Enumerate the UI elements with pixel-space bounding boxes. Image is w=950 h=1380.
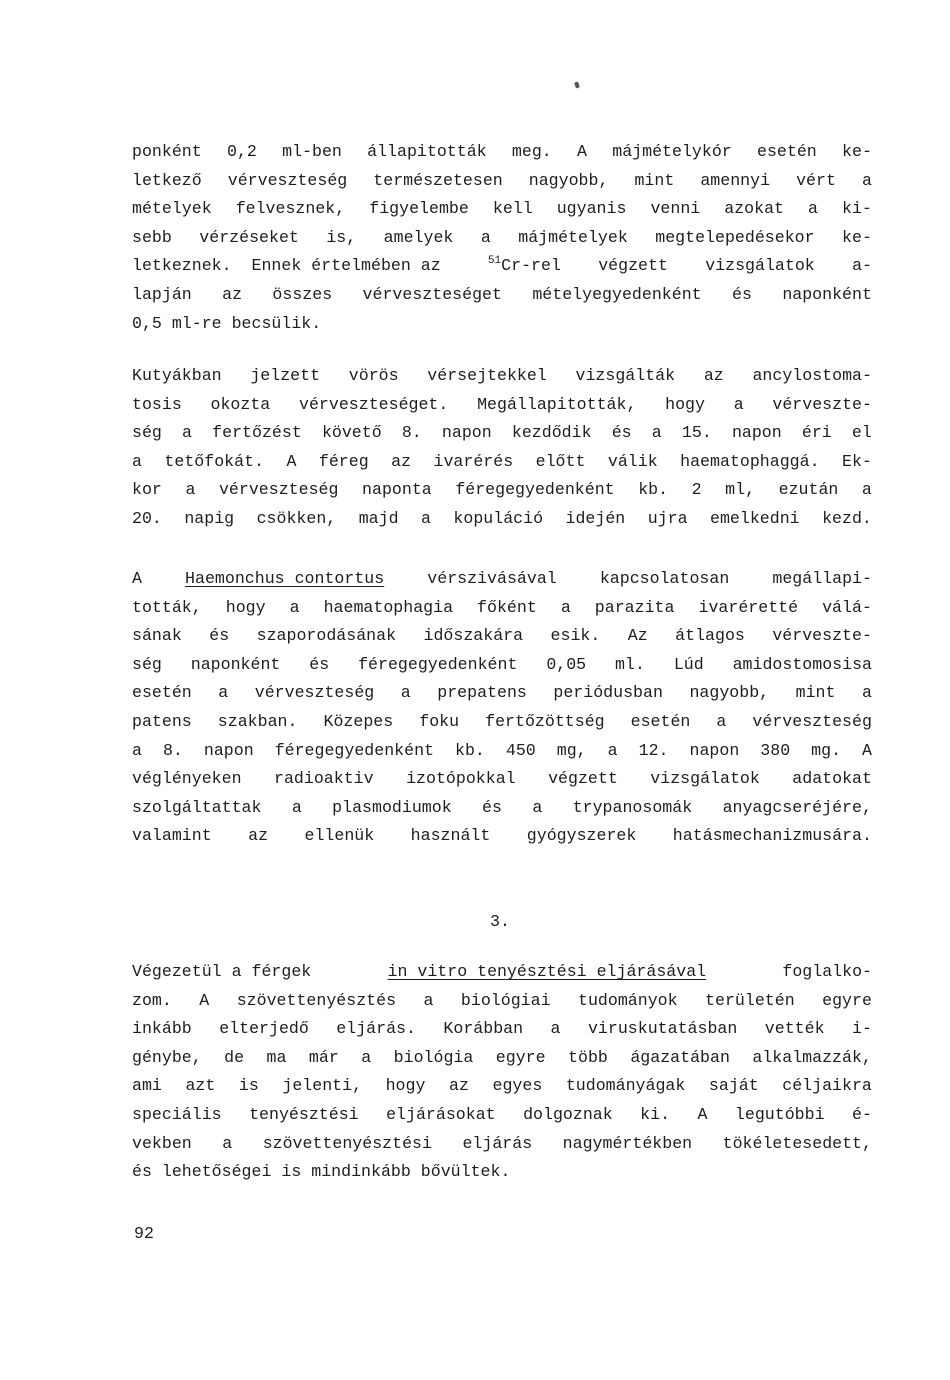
word: az <box>248 826 269 846</box>
word: é- <box>851 1104 872 1124</box>
word: végzett <box>598 256 668 276</box>
word: jelzett <box>250 366 321 385</box>
word: 8. <box>401 423 422 443</box>
word: vérsejtekkel <box>427 366 547 385</box>
word: kapcsolatosan <box>599 569 730 588</box>
word: nagyobb, <box>528 170 609 190</box>
word: vérveszte- <box>772 394 872 414</box>
word: sebb <box>132 227 172 247</box>
word: speciális <box>132 1104 222 1124</box>
text-line <box>132 252 872 281</box>
word: vérzéseket <box>199 227 299 247</box>
word: céljaikra <box>782 1076 872 1096</box>
word: nagyobb, <box>689 683 770 703</box>
word: ség <box>132 423 162 443</box>
text-line <box>132 224 872 253</box>
text-line <box>132 794 872 823</box>
word: féregegyedenként <box>274 740 435 760</box>
text-line <box>132 622 872 651</box>
word: vérveszteséget <box>362 284 502 304</box>
word: napon <box>689 740 740 760</box>
word: 8. <box>162 740 183 760</box>
word: amidostomosisa <box>732 654 872 674</box>
word: vörös <box>348 366 399 385</box>
word: tökéletesedett, <box>722 1133 872 1153</box>
word: mint <box>634 170 675 190</box>
word: és <box>611 423 632 443</box>
word: vizsgálatok <box>650 769 760 789</box>
word: ezután <box>778 480 839 500</box>
text-line <box>132 281 872 310</box>
word: 0,2 <box>226 142 257 161</box>
word: sának <box>132 626 182 646</box>
word: anyagcseréjére, <box>722 797 872 817</box>
text-line <box>132 987 872 1016</box>
word: vérveszte- <box>772 626 872 646</box>
word: ponként <box>132 142 202 161</box>
word: kezdődik <box>511 423 592 443</box>
word: A <box>862 740 872 760</box>
text-line <box>132 651 872 680</box>
word: vérveszteség <box>254 683 375 703</box>
word: naponként <box>190 654 281 674</box>
word: A <box>286 451 297 471</box>
word: napon <box>441 423 492 443</box>
word: az <box>449 1076 469 1096</box>
word: napon <box>203 740 254 760</box>
word: napon <box>731 423 782 443</box>
word: ami <box>132 1076 162 1096</box>
word: egyes <box>492 1076 543 1096</box>
word: Korábban <box>443 1019 524 1039</box>
word: ivaréretté <box>698 597 799 617</box>
word: 380 <box>760 740 791 760</box>
word: lapján <box>132 284 192 304</box>
word: vizsgálták <box>575 366 676 385</box>
text-line <box>132 138 872 167</box>
word: dolgoznak <box>523 1104 613 1124</box>
word: és <box>309 654 330 674</box>
word: a <box>532 797 543 817</box>
text-line <box>132 1130 872 1159</box>
word: foku <box>419 711 460 731</box>
word: jelenti, <box>282 1076 363 1096</box>
word: patens <box>132 711 192 731</box>
word: több <box>568 1047 608 1067</box>
word: emelkedni <box>710 508 800 528</box>
word: szaporodásának <box>256 626 397 646</box>
word: fertőzést <box>212 423 302 443</box>
word: a <box>480 227 491 247</box>
word: de <box>224 1047 245 1067</box>
word: főként <box>477 597 537 617</box>
text-line <box>132 362 872 391</box>
word: fertőzöttség <box>485 711 605 731</box>
word: egyre <box>822 990 872 1010</box>
word: amelyek <box>383 227 454 247</box>
word: zom. <box>132 990 172 1010</box>
word: kb. <box>455 740 485 760</box>
word: biológia <box>393 1047 474 1067</box>
ink-speck <box>574 81 580 88</box>
word: 15. <box>681 423 712 443</box>
word: a <box>400 683 411 703</box>
text-line <box>132 1101 872 1130</box>
text-segment: Végezetül a férgek <box>132 962 312 981</box>
word: napig <box>184 508 235 528</box>
word: mg. <box>811 740 842 760</box>
word: kor <box>132 480 162 500</box>
word: a <box>861 170 872 190</box>
word: 20. <box>132 508 162 528</box>
word: végzett <box>548 769 618 789</box>
word: vekben <box>132 1133 192 1153</box>
text-line <box>132 391 872 420</box>
text-line: 0,5 ml-re becsülik. <box>132 313 322 333</box>
word: a <box>808 199 818 219</box>
word: vért <box>796 170 836 190</box>
word: kezd. <box>822 508 872 528</box>
word: a <box>185 480 196 500</box>
word: Közepes <box>323 711 394 731</box>
word: természetesen <box>373 170 503 190</box>
text-line <box>132 167 872 196</box>
word: vérveszteség <box>752 711 872 731</box>
text-segment <box>488 252 561 281</box>
word: A <box>132 569 142 588</box>
word: elterjedő <box>219 1019 309 1039</box>
word: haematophaggá. <box>680 451 820 471</box>
word: biológiai <box>460 990 551 1010</box>
word: esetén <box>757 142 817 161</box>
word: mételyek <box>132 199 212 219</box>
word: a <box>861 480 872 500</box>
word: génybe, <box>132 1047 202 1067</box>
word: periódusban <box>553 683 663 703</box>
word: idején <box>565 508 626 528</box>
text-line: és lehetőségei is mindinkább bővültek. <box>132 1162 511 1182</box>
word: csökken, <box>256 508 337 528</box>
word: a <box>607 740 618 760</box>
word: területén <box>705 990 795 1010</box>
text-line <box>132 419 872 448</box>
word: ke- <box>842 142 872 161</box>
word: megállapi- <box>772 569 872 588</box>
word: mg, <box>556 740 587 760</box>
word: a <box>550 1019 561 1039</box>
species-name: Haemonchus contortus <box>185 569 385 588</box>
word: féregegyedenként <box>455 480 615 500</box>
word: izotópokkal <box>406 769 516 789</box>
word: féregegyedenként <box>358 654 518 674</box>
word: A <box>199 990 210 1010</box>
word: saját <box>708 1076 759 1096</box>
word: mételyegyedenként <box>532 284 702 304</box>
paragraph-4 <box>132 958 872 1187</box>
word: átlagos <box>675 626 745 646</box>
word: meg. <box>511 142 552 161</box>
text-segment: letkeznek. Ennek értelmében az <box>132 256 451 276</box>
word: A <box>577 142 587 161</box>
word: kb. <box>638 480 669 500</box>
word: el <box>851 423 872 443</box>
word: plasmodiumok <box>332 797 452 817</box>
word: i- <box>851 1019 872 1039</box>
word: 0,05 <box>546 654 587 674</box>
word: kopuláció <box>453 508 544 528</box>
text-line <box>132 822 872 851</box>
page-number: 92 <box>134 1224 154 1243</box>
word: esetén <box>630 711 691 731</box>
word: válik <box>607 451 658 471</box>
word: már <box>308 1047 339 1067</box>
word: felvesznek, <box>235 199 346 219</box>
word: nagymértékben <box>562 1133 693 1153</box>
word: májmételyek <box>518 227 628 247</box>
word: ágazatában <box>630 1047 730 1067</box>
word: az <box>222 284 243 304</box>
word: adatokat <box>792 769 872 789</box>
word: a <box>651 423 662 443</box>
word: a- <box>852 256 872 276</box>
text-line <box>132 448 872 477</box>
word: a <box>560 597 571 617</box>
word: a <box>361 1047 372 1067</box>
word: 2 <box>691 480 702 500</box>
word: szövettenyésztési <box>262 1133 432 1153</box>
word: vizsgálatok <box>705 256 815 276</box>
word: kell <box>492 199 533 219</box>
word: azt <box>185 1076 216 1096</box>
word: ma <box>266 1047 287 1067</box>
word: okozta <box>210 394 271 414</box>
word: és <box>209 626 230 646</box>
word: inkább <box>132 1019 192 1039</box>
word: venni <box>650 199 701 219</box>
word: prepatens <box>437 683 527 703</box>
word: tetőfokát. <box>164 451 265 471</box>
word: eljárásokat <box>386 1104 496 1124</box>
word: vérszivásával <box>427 569 557 588</box>
word: ellenük <box>304 826 375 846</box>
word: eljárás <box>462 1133 533 1153</box>
word: tudományágak <box>565 1076 686 1096</box>
word: a <box>182 423 192 443</box>
word: figyelembe <box>369 199 469 219</box>
word: letkező <box>132 170 202 190</box>
word: szövettenyésztés <box>236 990 397 1010</box>
text-line <box>132 679 872 708</box>
word: a <box>733 394 744 414</box>
word: és <box>732 284 752 304</box>
word: foglalko- <box>782 962 872 981</box>
word: tenyésztési <box>249 1104 359 1124</box>
word: azokat <box>724 199 785 219</box>
word: ancylostoma- <box>752 366 872 385</box>
word: szakban. <box>217 711 298 731</box>
text-line <box>132 1044 872 1073</box>
paragraph-2 <box>132 362 872 534</box>
section-number: 3. <box>490 912 510 931</box>
word: is <box>238 1076 259 1096</box>
word: majd <box>358 508 399 528</box>
word: ml-ben <box>282 142 342 161</box>
word: valamint <box>132 826 212 846</box>
word: Cr-rel <box>501 256 561 276</box>
word: amennyi <box>700 170 771 190</box>
word: ujra <box>647 508 688 528</box>
word: ki. <box>640 1104 671 1124</box>
word: eljárás. <box>336 1019 416 1039</box>
word: alkalmazzák, <box>752 1047 872 1067</box>
word: a <box>218 683 229 703</box>
word: időszakára <box>423 626 524 646</box>
word: összes <box>272 284 333 304</box>
word: a <box>862 683 872 703</box>
word: gyógyszerek <box>526 826 637 846</box>
word: ml, <box>725 480 756 500</box>
word: a <box>423 990 434 1010</box>
text-line <box>132 594 872 623</box>
word: és <box>482 797 502 817</box>
word: az <box>391 451 412 471</box>
word: vérveszteséget. <box>298 394 449 414</box>
word: az <box>703 366 724 385</box>
word: legutóbbi <box>734 1104 825 1124</box>
word: radioaktiv <box>274 769 374 789</box>
word: ml. <box>615 654 645 674</box>
text-line <box>132 1015 872 1044</box>
word: Az <box>627 626 648 646</box>
word: parazita <box>594 597 675 617</box>
isotope-mass-number: 51 <box>487 255 502 268</box>
text-line <box>132 476 872 505</box>
word: ugyanis <box>556 199 627 219</box>
word: hogy <box>665 394 705 414</box>
word: 450 <box>505 740 536 760</box>
word: a <box>132 451 142 471</box>
word: a <box>289 597 300 617</box>
word: Megállapitották, <box>477 394 637 414</box>
method-name: in vitro tenyésztési eljárásával <box>387 962 707 981</box>
text-line <box>132 708 872 737</box>
word: féreg <box>318 451 369 471</box>
word: éri <box>801 423 832 443</box>
word: 12. <box>638 740 669 760</box>
paragraph-1 <box>132 138 872 338</box>
word: haematophagia <box>323 597 454 617</box>
word: hogy <box>225 597 266 617</box>
text-line <box>132 1072 872 1101</box>
word: a <box>716 711 727 731</box>
text-line <box>132 565 872 594</box>
text-line <box>132 505 872 534</box>
word: mint <box>795 683 836 703</box>
text-line <box>132 737 872 766</box>
word: A <box>697 1104 708 1124</box>
word: esik. <box>550 626 601 646</box>
word: használt <box>410 826 491 846</box>
word: követő <box>321 423 382 443</box>
word: Lúd <box>673 654 704 674</box>
word: ki- <box>842 199 872 219</box>
word: a <box>421 508 431 528</box>
word: naponta <box>362 480 432 500</box>
word: májmételykór <box>612 142 732 161</box>
word: egyre <box>495 1047 546 1067</box>
paragraph-3 <box>132 565 872 851</box>
word: megtelepedésekor <box>655 227 815 247</box>
word: viruskutatásban <box>587 1019 738 1039</box>
word: naponként <box>782 284 872 304</box>
word: előtt <box>535 451 586 471</box>
text-line <box>132 765 872 794</box>
word: Kutyákban <box>132 366 222 385</box>
word: ség <box>132 654 162 674</box>
word: állapitották <box>367 142 487 161</box>
word: hatásmechanizmusára. <box>672 826 872 846</box>
word: a <box>291 797 302 817</box>
word: tották, <box>132 597 202 617</box>
word: ke- <box>842 227 872 247</box>
word: trypanosomák <box>572 797 693 817</box>
word: véglényeken <box>132 769 242 789</box>
word: esetén <box>132 683 192 703</box>
word: válá- <box>822 597 872 617</box>
word: hogy <box>385 1076 426 1096</box>
text-line <box>132 958 872 987</box>
word: tudományok <box>578 990 678 1010</box>
word: Ek- <box>842 451 872 471</box>
word: tosis <box>132 394 182 414</box>
word: a <box>222 1133 233 1153</box>
word: vérveszteség <box>218 480 339 500</box>
word: szolgáltattak <box>132 797 262 817</box>
word: vérveszteség <box>227 170 348 190</box>
word: ivarérés <box>433 451 514 471</box>
word: vették <box>764 1019 825 1039</box>
word: a <box>132 740 142 760</box>
text-line <box>132 195 872 224</box>
word: is, <box>326 227 357 247</box>
